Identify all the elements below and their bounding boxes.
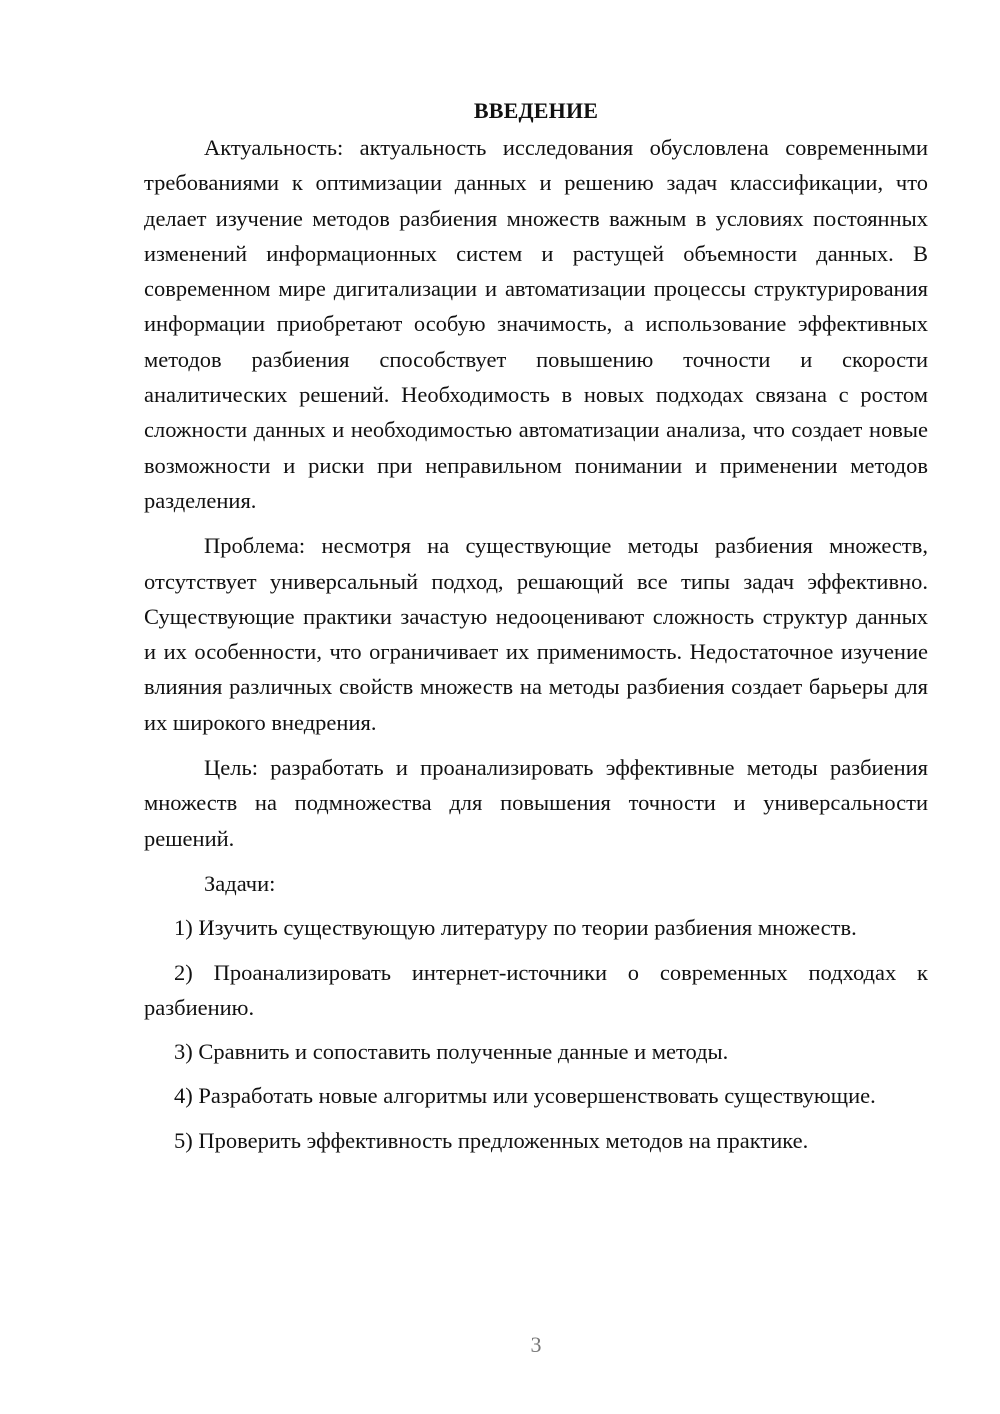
task-item: 3) Сравнить и сопоставить полученные данные и методы. [174, 1039, 729, 1065]
task-item: 4) Разработать новые алгоритмы или усовершенствовать существующие. [174, 1083, 876, 1109]
relevance-paragraph: Актуальность: актуальность исследования обусловлена современными требованиями к оптимизации данных и решению задач классификации, что делает изучение методов разбиения множеств важным в условиях постоянных изменений информационных систем и растущей объемности данных. В современном мире дигитализации и автоматизации процессы структурирования информации приобретают особую значимость, а использование эффективных методов разбиения способствует повышению точности и скорости аналитических решений. Необходимость в новых подходах связана с ростом сложности данных и необходимостью автоматизации анализа, что создает новые возможности и риски при неправильном понимании и применении методов разделения. [144, 135, 928, 513]
problem-paragraph: Проблема: несмотря на существующие методы разбиения множеств, отсутствует универсальный подход, решающий все типы задач эффективно. Существующие практики зачастую недооценивают сложность структур данных и их особенности, что ограничивает их применимость. Недостаточное изучение влияния различных свойств множеств на методы разбиения создает барьеры для их широкого внедрения. [144, 533, 928, 735]
tasks-heading: Задачи: [204, 870, 276, 896]
task-item: 2) Проанализировать интернет-источники о современных подходах к разбиению. [144, 959, 928, 1020]
goal-paragraph: Цель: разработать и проанализировать эффективные методы разбиения множеств на подмножества для повышения точности и универсальности решений. [144, 755, 928, 851]
page-number: 3 [530, 1332, 542, 1357]
page-title: ВВЕДЕНИЕ [473, 98, 599, 123]
task-item: 5) Проверить эффективность предложенных методов на практике. [174, 1127, 809, 1153]
task-item: 1) Изучить существующую литературу по теории разбиения множеств. [174, 915, 857, 941]
page-content [144, 96, 928, 1158]
